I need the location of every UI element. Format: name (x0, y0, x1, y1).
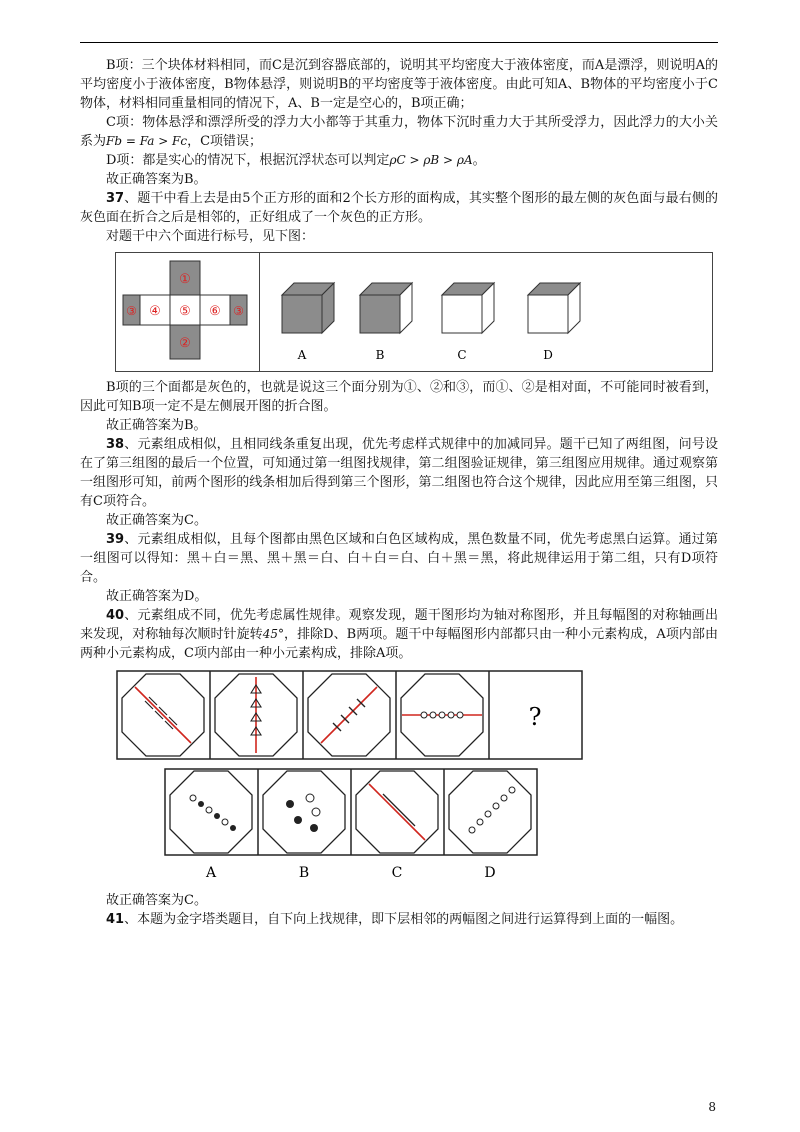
cube-net-svg (116, 253, 259, 371)
label-face-6: ⑥ (209, 304, 221, 319)
question-39-explanation (80, 530, 718, 587)
option-figure-a (170, 771, 252, 853)
q41-text: 、本题为金字塔类题目，自下向上找规律，即下层相邻的两幅图之间进行运算得到上面的一幅图。 (124, 912, 684, 927)
cube-option-c-label: C (457, 348, 467, 362)
question-number: 40 (106, 608, 125, 623)
option-d-label: D (484, 865, 496, 881)
label-face-3-left: ③ (126, 304, 137, 318)
question-number: 41 (106, 912, 125, 927)
q40-text: 、元素组成不同，优先考虑属性规律。观察发现，题干图形均为轴对称图形，并且每幅图的对称轴画出来发现，对称轴每次顺时针旋转 (80, 608, 718, 642)
q37-text: 、题干中看上去是由5个正方形的面和2个长方形的面构成，其实整个图形的最左侧的灰色面与最右侧的灰色面在折合之后是相邻的，正好组成了一个灰色的正方形。 (80, 191, 718, 225)
label-face-4: ④ (149, 304, 161, 319)
option-figure-b (263, 771, 345, 853)
question-37-explanation (80, 189, 718, 227)
answer-40: 故正确答案为C。 (106, 893, 207, 908)
q38-text: 、元素组成相似，且相同线条重复出现，优先考虑样式规律中的加减同异。题干已知了两组图，问号设在了第三组图的最后一个位置，可知通过第一组图找规律，第二组图验证规律，第三组图应用规律。通过观察第一组图形可知，前两个图形的线条相加后得到第三个图形，第二组图也符合这个规律，因此应用至第三组图，只有C项符合。 (80, 437, 718, 509)
page-content (80, 56, 718, 929)
rotation-angle: 45° (262, 627, 284, 641)
answer-39: 故正确答案为D。 (106, 589, 208, 604)
label-face-3-right: ③ (233, 304, 244, 318)
q39-text: 、元素组成相似，且每个图都由黑色区域和白色区域构成，黑色数量不同，优先考虑黑白运算。通过第一组图可以得知： (80, 532, 718, 566)
d-item-text: D项：都是实心的情况下，根据沉浮状态可以判定 (106, 153, 390, 168)
option-b-label: B (298, 865, 310, 881)
c-item-text-end: ，C项错误； (187, 134, 263, 149)
q39-text-end: ，将此规律运用于第二组，只有D项符合。 (80, 551, 718, 585)
octagon-puzzle-svg (115, 669, 585, 885)
header-rule (80, 42, 718, 43)
question-mark: ? (528, 703, 542, 731)
question-38-explanation (80, 435, 718, 511)
option-figure-c (356, 771, 438, 853)
option-c-label: C (391, 865, 403, 881)
cube-option-d (528, 283, 580, 333)
paragraph-b-item: B项：三个块体材料相同，而C是沉到容器底部的，说明其平均密度大于液体密度，而A是漂浮，则说明A的平均密度小于液体密度，B物体悬浮，则说明B的平均密度等于液体密度。由此可知A、B物体的平均密度小于C物体，材料相同重量相同的情况下，A、B一定是空心的，B项正确； (80, 58, 718, 111)
answer-36: 故正确答案为B。 (106, 172, 207, 187)
question-41-explanation (80, 910, 718, 929)
buoyancy-formula: Fb = Fa > Fc (106, 134, 188, 148)
page-number: 8 (708, 1100, 716, 1114)
option-figure-d (449, 771, 531, 853)
paragraph-d-item (80, 151, 718, 170)
answer-38: 故正确答案为C。 (106, 513, 207, 528)
cube-options (260, 253, 712, 371)
question-37-label-note: 对题干中六个面进行标号，见下图： (106, 229, 315, 244)
cube-option-b-label: B (375, 348, 385, 362)
c-item-text: C项：物体悬浮和漂浮所受的浮力大小都等于其重力，物体下沉时重力大于其所受浮力，因此浮力的大小关系为 (80, 115, 718, 149)
label-face-2: ② (179, 336, 191, 351)
d-item-text-end: 。 (472, 153, 486, 168)
paragraph-c-item (80, 113, 718, 151)
cube-option-c (442, 283, 494, 333)
label-face-5: ⑤ (179, 304, 191, 319)
label-face-1: ① (179, 272, 191, 287)
cube-option-b (360, 283, 412, 333)
cube-net (116, 253, 260, 371)
color-rule-formula: 黑＋白＝黑、黑＋黑＝白、白＋白＝白、白＋黑＝黑 (186, 551, 494, 566)
cube-option-a (282, 283, 334, 333)
question-figure-3 (308, 674, 390, 756)
cube-option-a-label: A (297, 348, 307, 362)
question-number: 39 (106, 532, 125, 547)
density-formula: ρC > ρB > ρA (389, 153, 473, 167)
question-40-explanation (80, 606, 718, 663)
cube-option-d-label: D (543, 348, 553, 362)
question-figure-4 (401, 674, 483, 756)
question-figure-2 (215, 674, 297, 756)
cube-net-figure (115, 252, 713, 372)
question-number: 37 (106, 191, 125, 206)
octagon-puzzle-figure (115, 669, 718, 891)
answer-37: 故正确答案为B。 (106, 418, 207, 433)
q40-text-end: ，排除D、B两项。题干中每幅图形内部都只由一种小元素构成，A项内部由两种小元素构成，C项内部由一种小元素构成，排除A项。 (80, 627, 718, 661)
question-figure-1 (122, 674, 204, 756)
question-37-analysis: B项的三个面都是灰色的，也就是说这三个面分别为①、②和③，而①、②是相对面，不可能同时被看到，因此可知B项一定不是左侧展开图的折合图。 (80, 380, 718, 414)
option-a-label: A (205, 865, 217, 881)
question-number: 38 (106, 437, 125, 452)
cube-options-svg (260, 253, 712, 371)
